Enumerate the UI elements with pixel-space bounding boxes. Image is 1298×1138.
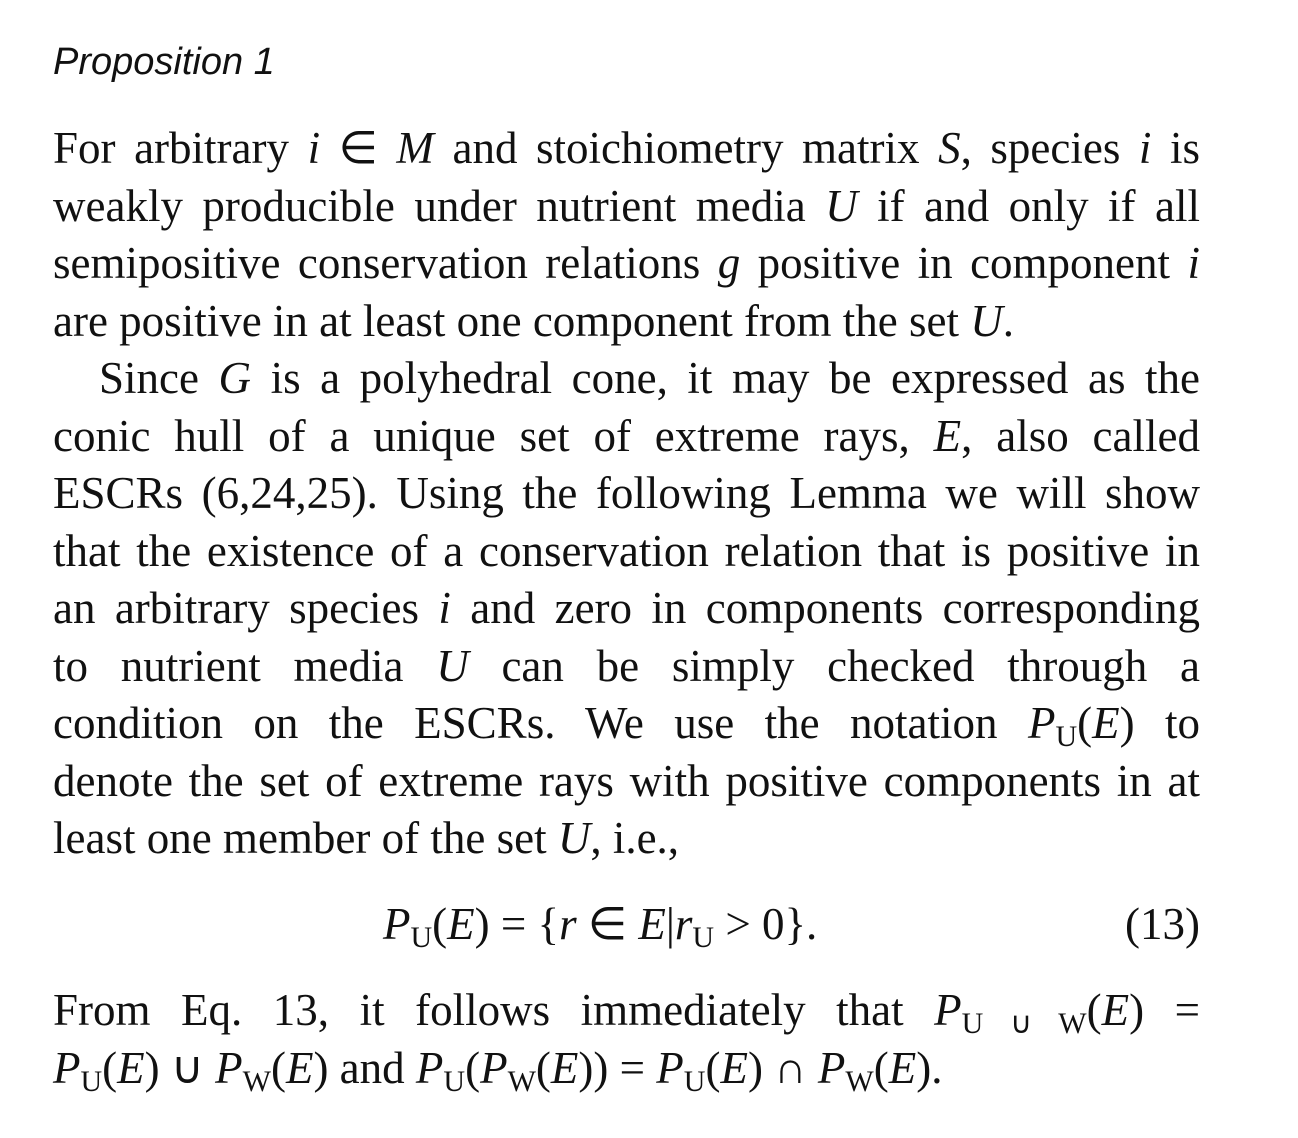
math-var: i	[1138, 123, 1152, 173]
math-var: E	[1101, 985, 1130, 1035]
text-run: can be simply checked through a	[468, 640, 1201, 691]
text-run: positive in component	[740, 238, 1188, 288]
math-symbol: ) = {	[474, 899, 560, 949]
math-var: P	[480, 1042, 508, 1093]
text-line	[53, 235, 1200, 293]
text-line	[53, 523, 1200, 581]
text-run: , also called	[961, 410, 1200, 461]
math-symbol: ) ∩	[747, 1042, 818, 1093]
math-var: i	[438, 583, 451, 633]
equation-number: (13)	[1125, 899, 1200, 949]
math-symbol: )) =	[578, 1042, 657, 1093]
math-subscript: W	[507, 1064, 536, 1098]
math-symbol: ) =	[1129, 985, 1201, 1035]
math-var: E	[1092, 698, 1120, 748]
math-var: E	[720, 1042, 748, 1093]
math-var: E	[447, 899, 475, 949]
math-symbol: |	[665, 899, 675, 949]
text-run: .	[1002, 295, 1014, 346]
text-run: that the existence of a conservation relation that is positive in	[53, 525, 1200, 576]
math-subscript: U ∪ W	[961, 1007, 1087, 1040]
math-var: E	[550, 1042, 579, 1093]
text-line	[53, 695, 1200, 753]
math-var: U	[825, 180, 858, 231]
text-run: if and only if all	[857, 180, 1200, 231]
text-line	[53, 293, 1200, 351]
text-run: ) to	[1119, 698, 1200, 748]
text-line	[53, 982, 1200, 1040]
math-subscript: W	[845, 1064, 874, 1098]
math-subscript: U	[683, 1064, 706, 1098]
math-symbol: (	[102, 1042, 118, 1093]
text-run: and stoichiometry matrix	[433, 123, 939, 173]
math-var: P	[1027, 698, 1056, 748]
math-subscript: U	[443, 1064, 466, 1098]
text-line	[53, 580, 1200, 638]
conclusion-paragraph	[53, 982, 1200, 1097]
math-symbol: ∈	[576, 899, 639, 949]
math-var: U	[557, 813, 591, 863]
text-run: weakly producible under nutrient media	[53, 180, 826, 231]
math-var: G	[218, 353, 252, 403]
text-run: Since	[99, 353, 219, 403]
math-symbol: (	[465, 1042, 481, 1093]
text-line	[53, 408, 1200, 466]
text-line	[53, 1040, 1200, 1098]
text-run: is	[1151, 123, 1201, 173]
math-symbol: ) ∪	[144, 1042, 216, 1093]
math-symbol: (	[1086, 985, 1102, 1035]
math-symbol: (	[873, 1042, 889, 1093]
math-var: g	[717, 238, 741, 288]
math-symbol: ∈	[320, 123, 397, 173]
equation-body	[383, 895, 817, 967]
math-var: P	[817, 1042, 846, 1093]
proposition-heading: Proposition 1	[53, 41, 275, 83]
math-symbol: (	[705, 1042, 721, 1093]
math-symbol: (	[270, 1042, 286, 1093]
text-line	[53, 178, 1200, 236]
math-var: S	[938, 123, 961, 173]
math-subscript: W	[242, 1064, 271, 1098]
math-symbol: (	[432, 899, 448, 949]
math-var: E	[888, 1042, 917, 1093]
text-run: ESCRs (6,24,25). Using the following Lemma we will show	[53, 468, 1200, 518]
math-var: i	[1187, 238, 1200, 288]
math-symbol: (	[535, 1042, 551, 1093]
text-run: an arbitrary species	[53, 583, 439, 633]
text-run: to nutrient media	[53, 640, 437, 691]
proposition-statement	[53, 120, 1200, 350]
math-var: r	[559, 899, 577, 949]
text-run: condition on the ESCRs. We use the notation	[53, 698, 1028, 748]
math-var: P	[383, 899, 411, 949]
text-run: denote the set of extreme rays with positive components in at	[53, 755, 1200, 806]
math-var: E	[117, 1042, 145, 1093]
math-subscript: U	[692, 921, 715, 954]
text-line	[53, 350, 1200, 408]
text-run: ) and	[313, 1042, 416, 1093]
math-var: P	[53, 1042, 81, 1093]
math-var: P	[934, 985, 962, 1035]
text-run: , species	[960, 123, 1139, 173]
text-line	[53, 120, 1200, 178]
text-run: is a polyhedral cone, it may be expressed as the	[251, 353, 1200, 403]
math-var: E	[285, 1042, 314, 1093]
text-run: are positive in at least one component from the set	[53, 295, 971, 346]
math-var: P	[215, 1042, 243, 1093]
math-subscript: U	[410, 921, 433, 954]
math-var: M	[396, 123, 434, 173]
text-line	[53, 638, 1200, 696]
text-line	[53, 810, 1200, 868]
math-var: r	[674, 899, 693, 949]
text-run: and zero in components corresponding	[450, 583, 1201, 633]
math-var: E	[933, 410, 962, 461]
body-paragraph	[53, 350, 1200, 868]
math-var: U	[436, 640, 469, 691]
math-var: i	[307, 123, 321, 173]
display-equation	[53, 895, 1200, 953]
text-line	[53, 465, 1200, 523]
math-subscript: U	[80, 1064, 103, 1098]
text-run: conic hull of a unique set of extreme rays,	[53, 410, 934, 461]
text-run: For arbitrary	[53, 123, 308, 173]
math-var: U	[970, 295, 1003, 346]
math-var: E	[638, 899, 666, 949]
math-var: P	[415, 1042, 444, 1093]
text-line	[53, 753, 1200, 811]
math-symbol: > 0}.	[714, 899, 818, 949]
text-run: semipositive conservation relations	[53, 238, 718, 288]
text-run: least one member of the set	[53, 813, 558, 863]
math-symbol: (	[1077, 698, 1093, 748]
math-symbol: ).	[916, 1042, 943, 1093]
math-var: P	[656, 1042, 684, 1093]
text-run: From Eq. 13, it follows immediately that	[53, 985, 935, 1035]
text-run: , i.e.,	[590, 813, 680, 863]
math-subscript: U	[1055, 720, 1078, 753]
